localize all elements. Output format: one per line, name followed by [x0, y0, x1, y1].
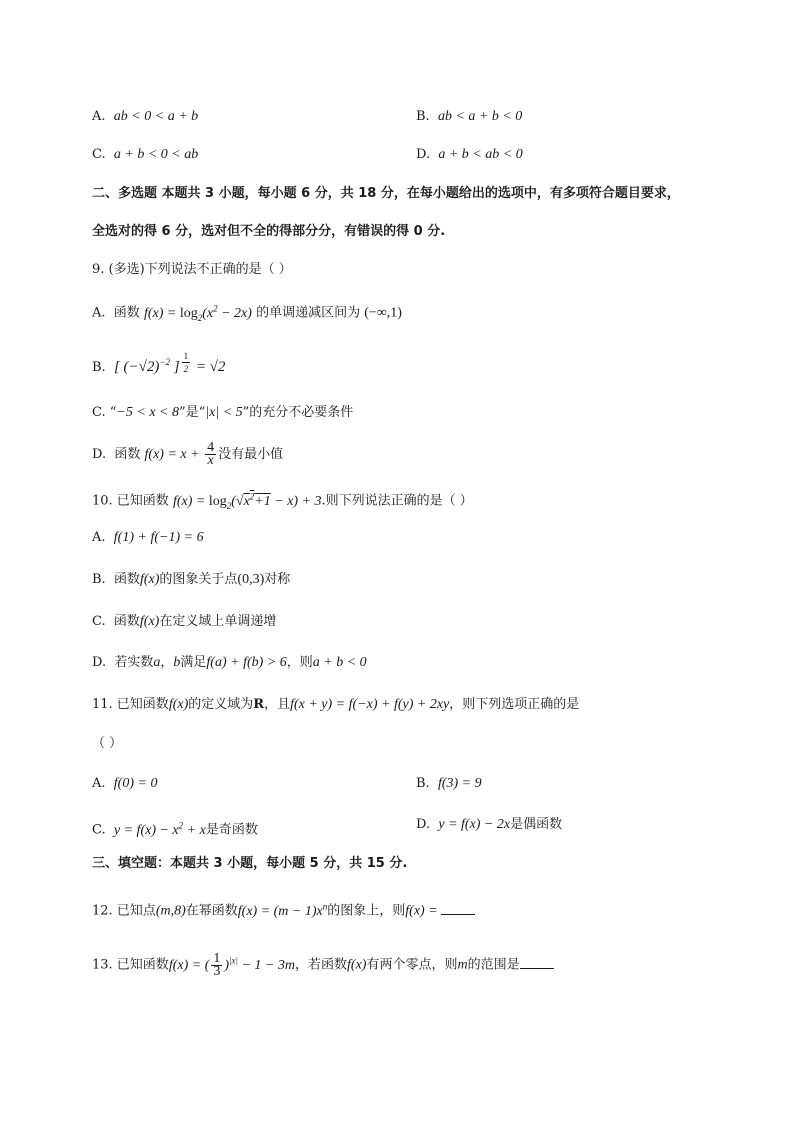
q10-c-fx: f(x) [139, 614, 160, 629]
q11-functional-eq: f(x + y) = f(−x) + f(y) + 2xy [290, 697, 450, 712]
q10-stem: 10. 已知函数 $f(x) = \log_2(√x^2+1 - x) + 3$.则下列说法正确的是（ ） [92, 491, 473, 511]
section2-heading-line1: 二、多选题 本题共 3 小题，每小题 6 分，共 18 分，在每小题给出的选项中，有多项符合题目要求， [92, 186, 680, 201]
q9-a-interval: (−∞,1) [364, 305, 402, 321]
q9-option-b: B. [ $(-√2)^{-2}$ ] $^{\frac{1}{2}}$ = √2 [92, 351, 226, 375]
q13-formula: f(x) = ( $\frac{1}{3}$ )$^{|x|}$ − 1 − 3m [168, 950, 295, 979]
q11-d-formula: y = f(x) − 2x [438, 817, 511, 832]
q8-option-d-math: a + b < ab < 0 [438, 147, 523, 162]
q10-option-a: A. f(1) + f(−1) = 6 [92, 530, 204, 545]
q13: 13. 已知函数f(x) = ( $\frac{1}{3}$ )$^{|x|}$ − 1 − 3m，若函数f(x)有两个零点，则m的范围是 [92, 945, 734, 981]
q10-d-cond: f(a) + f(b) > 6 [206, 655, 287, 670]
q13-m: m [457, 957, 468, 973]
q10-option-b: B. 函数f(x)的图象关于点(0,3)对称 [92, 572, 291, 587]
q11-option-b: B. f(3) = 9 [416, 776, 482, 791]
q11-real-set: R [253, 697, 265, 712]
q8-option-b-math: ab < a + b < 0 [437, 109, 523, 124]
q13-answer-blank[interactable] [520, 954, 554, 969]
q12: 12. 已知点(m,8)在幂函数$f(x) = (m - 1)x^n$的图象上，则f(x) = [92, 895, 734, 923]
q10-a-formula: f(1) + f(−1) = 6 [113, 530, 204, 545]
q9-option-d: D. 函数 f(x) = x + $\frac{4}{x}$ 没有最小值 [92, 440, 284, 469]
q10-b-fx: f(x) [139, 572, 160, 587]
q8-option-c-math: a + b < 0 < ab [113, 147, 199, 162]
q8-option-a-math: ab < 0 < a + b [113, 109, 199, 124]
q10-d-b: b [173, 655, 181, 670]
q9-option-a: A. 函数 $f(x) = \log_2(x^2 - 2x)$ 的单调递减区间为 (−∞,1) [92, 303, 402, 323]
q11-paren: （ ） [92, 736, 123, 751]
q8-option-d: D. a + b < ab < 0 [416, 147, 523, 162]
q9-c-ineq1: −5 < x < 8 [116, 405, 179, 420]
q12-answer-blank[interactable] [441, 900, 475, 915]
q13-fx: f(x) [347, 957, 367, 973]
q9-option-c: C. “−5 < x < 8”是“|x| < 5”的充分不必要条件 [92, 405, 354, 420]
q8-option-a: A. ab < 0 < a + b [92, 109, 199, 124]
q11-c-formula: $y = f(x) - x^2 + x$ [113, 820, 206, 838]
q9-c-ineq2: |x| < 5 [205, 405, 243, 420]
section2-heading-line2: 全选对的得 6 分，选对但不全的得部分分，有错误的得 0 分. [92, 224, 446, 239]
q8-option-c: C. a + b < 0 < ab [92, 147, 199, 162]
q10-d-concl: a + b < 0 [312, 655, 367, 670]
section3-heading: 三、填空题：本题共 3 小题，每小题 5 分，共 15 分. [92, 856, 408, 871]
q11-option-a: A. f(0) = 0 [92, 776, 158, 791]
q11-b-formula: f(3) = 9 [437, 776, 482, 791]
q8-option-b: B. ab < a + b < 0 [416, 109, 523, 124]
q12-power-fn: $f(x) = (m - 1)x^n$ [237, 901, 328, 919]
q11-option-d: D. y = f(x) − 2x是偶函数 [416, 817, 563, 832]
q10-b-point: (0,3) [237, 572, 265, 587]
q9-stem: 9. (多选)下列说法不正确的是（ ） [92, 262, 292, 277]
q11-stem: 11. 已知函数f(x)的定义域为R，且f(x + y) = f(−x) + f(y) + 2xy，则下列选项正确的是 [92, 697, 580, 712]
q9-d-formula: f(x) = x + $\frac{4}{x}$ [144, 440, 215, 469]
q11-a-formula: f(0) = 0 [113, 776, 158, 791]
q12-point: (m,8) [155, 903, 186, 919]
q9-a-formula: $f(x) = \log_2(x^2 - 2x)$ [143, 303, 252, 323]
q10-option-c: C. 函数f(x)在定义域上单调递增 [92, 614, 277, 629]
q12-fx: f(x) = [405, 903, 442, 919]
q10-option-d: D. 若实数a，b满足f(a) + f(b) > 6，则a + b < 0 [92, 655, 367, 670]
q9-b-formula: [ $(-√2)^{-2}$ ] $^{\frac{1}{2}}$ = √2 [113, 351, 226, 375]
q11-fx: f(x) [168, 697, 189, 712]
q10-d-a: a [153, 655, 161, 670]
q10-formula: $f(x) = \log_2(√x^2+1 - x) + 3$ [172, 491, 322, 511]
q11-option-c: C. $y = f(x) - x^2 + x$是奇函数 [92, 820, 258, 838]
